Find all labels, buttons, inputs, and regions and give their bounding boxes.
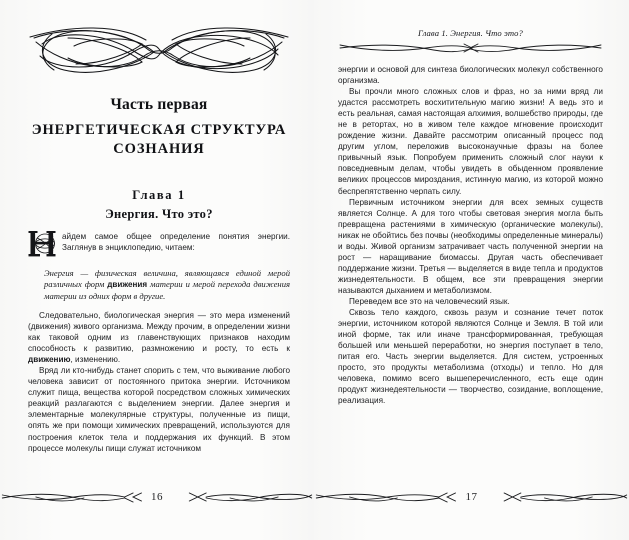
quote-bold-dvizheniya: движения xyxy=(107,280,148,290)
chapter-heading xyxy=(28,188,290,222)
paragraph-2-part-2: , изменению. xyxy=(70,355,121,365)
part-title-line-1: ЭНЕРГЕТИЧЕСКАЯ СТРУКТУРА xyxy=(31,122,287,138)
drop-cap-letter-n-icon xyxy=(28,229,60,259)
definition-quote-block xyxy=(28,268,290,302)
paragraph-opening-text: айдем самое общее определение понятия энергии. Заглянув в энциклопедию, читаем: xyxy=(62,232,290,253)
quote-text-part-1: Энергия — физическая величина, являющаяся единой мерой различных форм xyxy=(44,268,290,290)
left-body-text xyxy=(28,231,290,454)
part-title-line-2: СОЗНАНИЯ xyxy=(113,140,205,157)
paragraph-2 xyxy=(28,310,290,365)
paragraph-2-part-1: Следовательно, биологическая энергия — это мера изменений (движения) живого организма. Между прочим, в определении жизни как таковой одним из главенствующих признаков находим способность к развитию, размножению и росту, то есть к xyxy=(28,310,290,354)
running-head: Глава 1. Энергия. Что это? xyxy=(418,28,523,38)
paragraph-opening xyxy=(28,231,290,261)
paragraph-r2: Вы прочли много сложных слов и фраз, но за ними вряд ли удастся рассмотреть восхитительную магию жизни! А ведь это и есть реальная, самая настоящая алхимия, волшебство природы, где не в ретортах, но в живом теле каждое мгновение происходит рождение жизни. Давайте рассмотрим описанный процесс под другим углом, переложив высоконаучные фразы на более привычный язык. Попробуем применить сложный слог науки к повседневным делам, чтобы увидеть в обыденном проявление великих процессов мироздания, истинную магию, из которой можно беспрепятственно черпать силу. xyxy=(338,87,603,196)
paragraph-r4: Переведем все это на человеческий язык. xyxy=(349,296,510,306)
interlaced-knot-ornament xyxy=(28,22,290,80)
paragraph-r3: Первичным источником энергии для всех земных существ является Солнце. А для того чтобы световая энергия могла быть превращена растениями в химическую (органические молекулы), никак не обойтись без почвы (необходимы определенные минералы) и воды. Живой организм затрачивает часть полученной энергии на рост — наращивание биомассы. Другая часть обеспечивает поддержание жизни. Третья — выделяется в виде тепла и продуктов жизнедеятельности. В общем, все эти превращения энергии называются дыханием и метаболизмом. xyxy=(338,197,603,295)
right-body-text xyxy=(338,64,603,406)
chapter-name: Энергия. Что это? xyxy=(105,207,213,222)
left-page xyxy=(0,0,314,540)
paragraph-r5: Сквозь тело каждого, сквозь разум и сознание течет поток энергии, источником которой являются Солнце и Земля. В той или иной форме, так или иначе трансформированная, требующая большей или меньшей переработки, но энергия поступает в тело, питая его. Часть энергии выделяется. Для систем, устроенных просто, это продукты метаболизма (отходы) и тепло. Но для человека, помимо всего вышеперечисленного, есть еще один продукт жизнедеятельности — творчество, созидание, воплощение, реализация. xyxy=(338,308,603,406)
right-page xyxy=(314,0,629,540)
right-page-number: 17 xyxy=(465,491,478,503)
paragraph-2-bold-dvizheniyu: движению xyxy=(28,355,71,365)
paragraph-r1: энергии и основой для синтеза биологических молекул собственного организма. xyxy=(338,65,603,86)
quote-text-part-2: материи и мерой перехода движения материи из одних форм в другие. xyxy=(44,279,290,301)
part-heading xyxy=(28,96,290,158)
chapter-number: Глава 1 xyxy=(132,188,186,203)
part-title xyxy=(28,121,290,158)
left-page-number: 16 xyxy=(151,491,163,503)
wave-rule-ornament xyxy=(338,40,603,56)
paragraph-3: Вряд ли кто-нибудь станет спорить с тем, что выживание любого человека зависит от постоянного притока энергии. Источником служит пища, вещества которой посредством сложных химических реакций разлагаются с выделением энергии. Далее энергия и элементарные молекулярные структуры, полученные из пищи, опять же при помощи химических превращений, используются для построения клеток тела и поддержания их функций. В этом процессе молекулы пищи служат источником xyxy=(28,366,290,453)
part-kicker: Часть первая xyxy=(110,96,208,113)
